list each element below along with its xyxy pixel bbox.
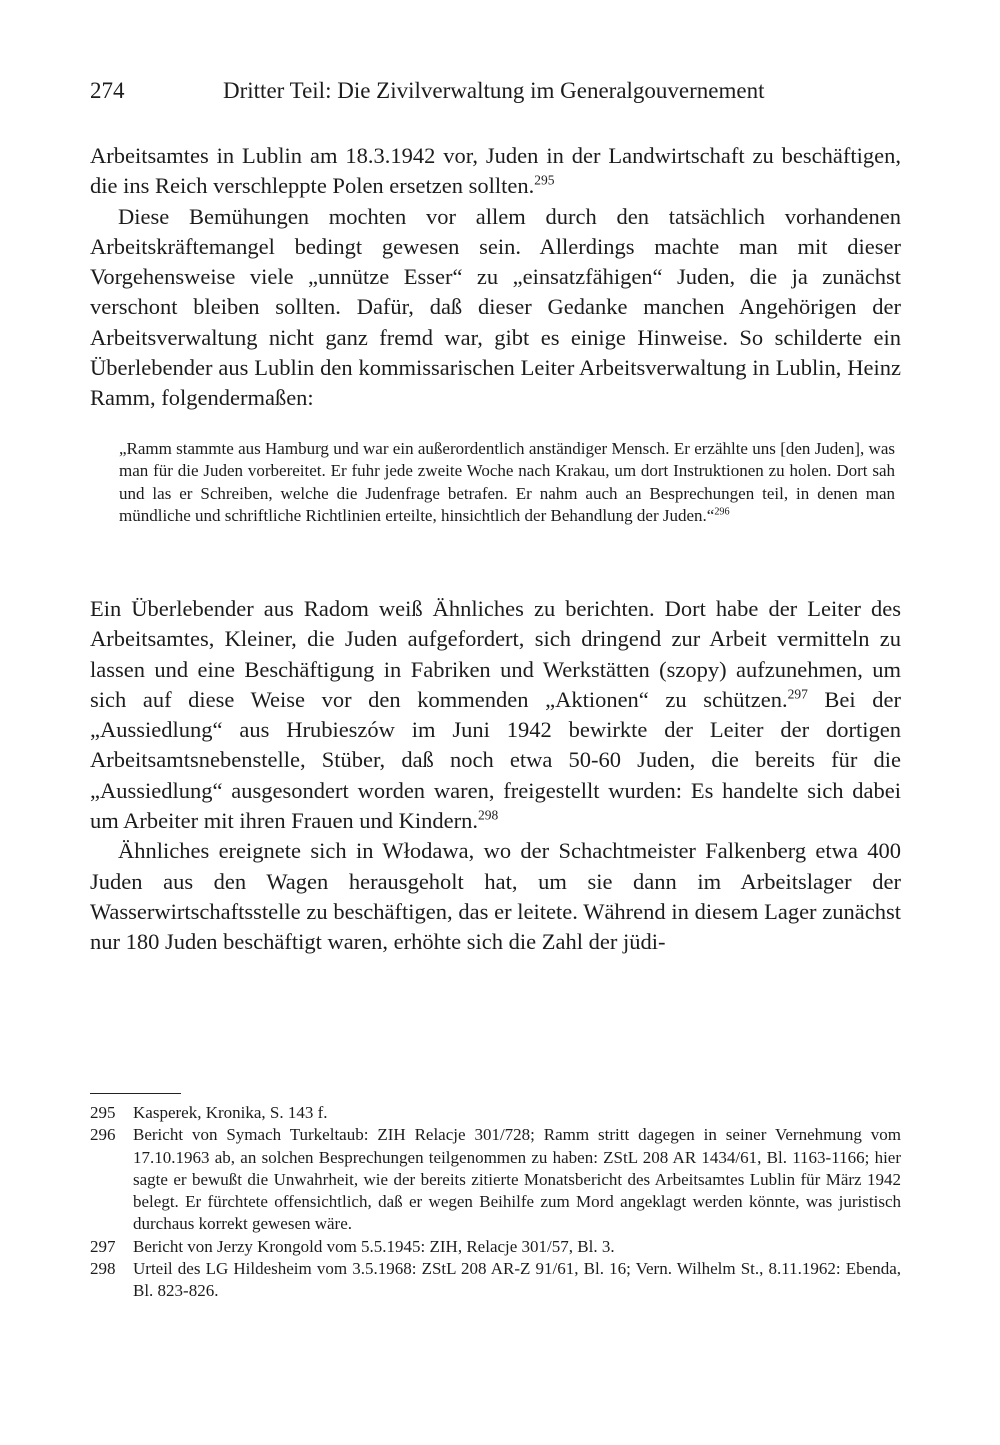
footnote-number: 295 bbox=[90, 1103, 116, 1122]
footnote-text: Bericht von Symach Turkeltaub: ZIH Relacje 301/728; Ramm stritt dagegen in seiner Vernehmung vom 17.10.1963 ab, an solchen Besprechungen teilgenommen zu haben: ZStL 208 AR 1434/61, Bl. 1163-1166; hier sagte er bewußt die Unwahrheit, wie der bereits zitierte Monatsbericht des Arbeitsamtes Lublin für März 1942 belegt. Er fürchtete offensichtlich, daß er wegen Beihilfe zum Mord angeklagt werden könnte, was juristisch durchaus korrekt gewesen wäre. bbox=[133, 1125, 901, 1234]
footnote-separator bbox=[90, 1093, 181, 1094]
footnote-number: 296 bbox=[90, 1125, 116, 1145]
footnote-298 bbox=[90, 1258, 901, 1303]
paragraph-1-text: Arbeitsamtes in Lublin am 18.3.1942 vor, Juden in der Landwirtschaft zu beschäftigen, die ins Reich verschleppte Polen ersetzen sollten. bbox=[90, 143, 901, 199]
footnote-text: Bericht von Jerzy Krongold vom 5.5.1945: ZIH, Relacje 301/57, Bl. 3. bbox=[133, 1236, 615, 1256]
footnote-text: Urteil des LG Hildesheim vom 3.5.1968: ZStL 208 AR-Z 91/61, Bl. 16; Vern. Wilhelm St., 8.11.1962: Ebenda, Bl. 823-826. bbox=[133, 1259, 901, 1301]
footnote-ref-296[interactable]: 296 bbox=[714, 506, 730, 518]
block-quote bbox=[119, 438, 895, 528]
footnote-297 bbox=[90, 1236, 901, 1258]
body-text-lower bbox=[90, 594, 901, 958]
paragraph-2: Diese Bemühungen mochten vor allem durch den tatsächlich vorhandenen Arbeitskräftemangel bedingt gewesen sein. Allerdings machte man mit dieser Vorgehensweise viele „unnütze Esser“ zu „einsatzfähigen“ Juden, die ja zunächst verschont bleiben sollten. Dafür, daß dieser Gedanke manchen Angehörigen der Arbeitsverwaltung nicht ganz fremd war, gibt es einige Hinweise. So schilderte ein Überlebender aus Lublin den kommissarischen Leiter Arbeitsverwaltung in Lublin, Heinz Ramm, folgendermaßen: bbox=[90, 203, 901, 411]
paragraph-4: Ähnliches ereignete sich in Włodawa, wo der Schachtmeister Falkenberg etwa 400 Juden aus den Wagen herausgeholt hat, um sie dann im Arbeitslager der Wasserwirtschaftsstelle zu beschäftigen, das er leitete. Während in diesem Lager zunächst nur 180 Juden beschäftigt waren, erhöhte sich die Zahl der jüdi- bbox=[90, 838, 901, 955]
paragraph-3 bbox=[90, 594, 901, 836]
footnotes bbox=[90, 1102, 901, 1303]
body-text-upper bbox=[90, 141, 901, 414]
footnote-ref-297[interactable]: 297 bbox=[787, 686, 808, 702]
footnote-text: Kasperek, Kronika, S. 143 f. bbox=[133, 1103, 328, 1122]
paragraph-1 bbox=[90, 141, 901, 202]
running-title: Dritter Teil: Die Zivilverwaltung im Generalgouvernement bbox=[223, 78, 765, 103]
page-number: 274 bbox=[90, 78, 125, 103]
footnote-ref-298[interactable]: 298 bbox=[478, 807, 499, 823]
footnote-number: 298 bbox=[90, 1259, 116, 1279]
footnote-ref-295[interactable]: 295 bbox=[534, 172, 555, 188]
footnote-296 bbox=[90, 1124, 901, 1235]
footnote-number: 297 bbox=[90, 1236, 116, 1256]
paragraph-3-text-b: Bei der „Aussiedlung“ aus Hrubieszów im Juni 1942 bewirkte der Leiter der dortigen Arbeitsamtsnebenstelle, Stüber, daß noch etwa 50-60 Juden, die bereits für die „Aussiedlung“ ausgesondert worden waren, freigestellt wurden: Es handelte sich dabei um Arbeiter mit ihren Frauen und Kindern. bbox=[90, 686, 901, 834]
footnote-295 bbox=[90, 1102, 901, 1124]
block-quote-text: „Ramm stammte aus Hamburg und war ein außerordentlich anständiger Mensch. Er erzählte uns [den Juden], was man für die Juden vorbereitet. Er fuhr jede zweite Woche nach Krakau, um dort Instruktionen zu holen. Dort sah und las er Schreiben, welche die Judenfrage betrafen. Er nahm auch an Besprechungen teil, in denen man mündliche und schriftliche Richtlinien erteilte, hinsichtlich der Behandlung der Juden.“ bbox=[119, 439, 895, 526]
paragraph-3-text-a: Ein Überlebender aus Radom weiß Ähnliches zu berichten. Dort habe der Leiter des Arbeitsamtes, Kleiner, die Juden aufgefordert, sich dringend zur Arbeit vermitteln zu lassen und eine Beschäftigung in Fabriken und Werkstätten (szopy) aufzunehmen, um sich auf diese Weise vor den kommenden „Aktionen“ zu schützen. bbox=[90, 596, 901, 712]
